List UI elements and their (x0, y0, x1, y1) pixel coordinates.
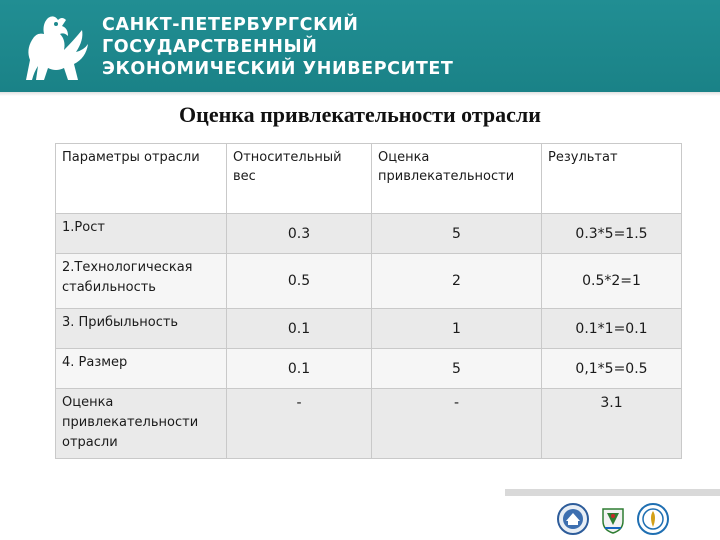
cell-weight: 0.1 (227, 309, 372, 349)
cell-parameter: 2.Технологическая стабильность (56, 254, 227, 309)
cell-score: - (372, 389, 542, 459)
table-row (56, 214, 682, 254)
cell-result: 3.1 (542, 389, 682, 459)
column-header-weight: Относительный вес (227, 144, 372, 214)
table-row (56, 254, 682, 309)
cell-parameter: 3. Прибыльность (56, 309, 227, 349)
medallion-icon (637, 503, 669, 535)
university-name (102, 14, 453, 80)
university-name-line-2: ГОСУДАРСТВЕННЫЙ (102, 37, 318, 57)
cell-parameter: Оценка привлекательности отрасли (56, 389, 227, 459)
table-header-row (56, 144, 682, 214)
cell-result: 0,1*5=0.5 (542, 349, 682, 389)
attractiveness-table (55, 143, 682, 459)
cell-score: 5 (372, 214, 542, 254)
cell-score: 1 (372, 309, 542, 349)
table-row (56, 389, 682, 459)
column-header-result: Результат (542, 144, 682, 214)
cell-parameter: 4. Размер (56, 349, 227, 389)
cell-weight: 0.3 (227, 214, 372, 254)
cell-parameter: 1.Рост (56, 214, 227, 254)
cell-score: 2 (372, 254, 542, 309)
cell-result: 0.1*1=0.1 (542, 309, 682, 349)
table-row (56, 309, 682, 349)
cell-weight: 0.5 (227, 254, 372, 309)
column-header-score: Оценка привлекательности (372, 144, 542, 214)
crest-icon (597, 503, 629, 535)
cell-weight: 0.1 (227, 349, 372, 389)
university-name-line-3: ЭКОНОМИЧЕСКИЙ УНИВЕРСИТЕТ (102, 59, 454, 79)
table-row (56, 349, 682, 389)
cell-result: 0.5*2=1 (542, 254, 682, 309)
footer-divider (505, 489, 720, 496)
cell-result: 0.3*5=1.5 (542, 214, 682, 254)
university-name-line-1: САНКТ-ПЕТЕРБУРГСКИЙ (102, 15, 359, 35)
university-seal-icon (557, 503, 589, 535)
header-shadow (0, 92, 720, 96)
cell-weight: - (227, 389, 372, 459)
column-header-parameters: Параметры отрасли (56, 144, 227, 214)
header-band (0, 0, 720, 92)
slide-title: Оценка привлекательности отрасли (179, 102, 541, 127)
griffin-logo-icon (18, 10, 92, 84)
cell-score: 5 (372, 349, 542, 389)
